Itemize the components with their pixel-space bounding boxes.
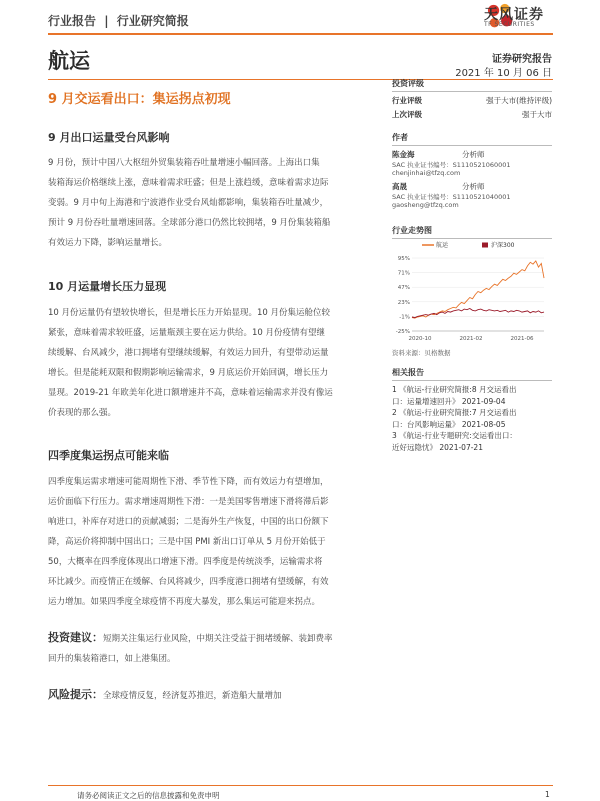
author-name: 高晟 <box>392 182 407 191</box>
body-line: 预计 9 月份吞吐量增速回落。全球部分港口仍然比较拥堵，9 月份集装箱船 <box>48 218 331 228</box>
investment-line: 短期关注集运行业风险，中期关注受益于拥堵缓解、装卸费率 <box>103 634 333 644</box>
body-line: 环比减少。而疫情正在缓解、台风将减少，四季度港口拥堵有望缓解，有效 <box>48 577 329 587</box>
author-role: 分析师 <box>462 182 485 191</box>
sector-title: 航运 <box>48 49 90 73</box>
risk-text: 全球疫情反复，经济复苏推迟，新造船大量增加 <box>103 691 282 701</box>
category-separator: | <box>104 14 109 28</box>
section-body <box>48 303 378 423</box>
industry-rating-value: 强于大市(维持评级) <box>486 96 552 105</box>
investment-advice <box>48 628 378 669</box>
divider <box>392 91 552 92</box>
body-line: 9 月份，预计中国八大枢纽外贸集装箱吞吐量增速小幅回落。上海出口集 <box>48 158 320 168</box>
author-cert: SAC 执业证书编号：S1110521060001 <box>392 161 511 169</box>
body-line: 价表现的那么强。 <box>48 408 117 418</box>
footer-disclaimer[interactable]: 请务必阅读正文之后的信息披露和免责申明 <box>77 791 220 800</box>
page-number: 1 <box>545 790 550 799</box>
x-tick-label: 2021-02 <box>459 336 483 342</box>
logo-subtext: TF SECURITIES <box>484 21 535 28</box>
divider <box>392 145 552 146</box>
body-line: 10 月份运量仍有望较快增长，但是增长压力开始显现。10 月份集运舱位较 <box>48 308 331 318</box>
risk-label: 风险提示： <box>48 688 103 701</box>
section-body <box>48 472 378 612</box>
author-block <box>392 132 552 209</box>
related-report-line[interactable]: 1 《航运-行业研究简报:8 月交运看出 <box>392 385 517 394</box>
body-line: 变弱。9 月中旬上海港和宁波港作业受台风灿都影响，集装箱吞吐量减少， <box>48 198 329 208</box>
author-title: 作者 <box>392 133 408 142</box>
prev-rating-value: 强于大市 <box>522 110 552 119</box>
author-name: 陈金海 <box>392 150 415 159</box>
related-report-item[interactable] <box>392 384 552 407</box>
report-type: 证券研究报告 <box>492 54 552 65</box>
body-line: 降，高运价将抑制中国出口；三是中国 PMI 新出口订单从 5 月份开始低于 <box>48 537 326 547</box>
rating-title: 投资评级 <box>392 79 424 88</box>
industry-rating-row <box>392 95 552 106</box>
related-report-line[interactable]: 3 《航运-行业专题研究:交运看出口： <box>392 431 517 440</box>
y-tick-label: 95% <box>397 256 410 262</box>
section-body <box>48 153 378 253</box>
body-line: 运力增加。如果四季度全球疫情不再度大暴发，那么集运可能迎来拐点。 <box>48 597 321 607</box>
body-line: 装箱海运价格继续上涨，意味着需求旺盛；但是上涨趋缓，意味着需求边际 <box>48 178 329 188</box>
related-report-item[interactable] <box>392 430 552 453</box>
chart-source: 资料来源：贝格数据 <box>392 349 451 357</box>
legend-swatch-hs300 <box>482 243 488 248</box>
header-divider <box>48 33 553 35</box>
body-line: 紧张，意味着需求较旺盛，运量瓶颈主要在运力供给。10 月份疫情有望继 <box>48 328 326 338</box>
related-report-line[interactable]: 口：运量增速回升》 2021-09-04 <box>392 396 506 406</box>
legend-label-hs300: 沪深300 <box>491 242 515 249</box>
body-line: 50，大概率在四季度体现出口增速下滑。四季度是传统淡季，运输需求将 <box>48 557 323 567</box>
risk-warning <box>48 685 378 706</box>
section-heading: 10 月运量增长压力显现 <box>48 280 167 293</box>
report-category-bar <box>48 12 189 29</box>
body-line: 增长。但是能耗双限和假期影响运输需求，9 月底运价开始回调，增长压力 <box>48 368 329 378</box>
body-line: 续缓解、台风减少，港口拥堵有望继续缓解，有效运力回升，有望带动运量 <box>48 348 329 358</box>
y-tick-label: 47% <box>397 285 410 292</box>
body-line: 四季度集运需求增速可能周期性下滑、季节性下降，而有效运力有望增加， <box>48 477 329 487</box>
related-report-line[interactable]: 口：台风影响运量》 2021-08-05 <box>392 419 506 429</box>
related-title: 相关报告 <box>392 368 424 377</box>
related-report-line[interactable]: 近好远隐忧》 2021-07-21 <box>392 442 483 452</box>
section-heading: 9 月出口运量受台风影响 <box>48 131 170 144</box>
chart-title: 行业走势图 <box>392 226 432 235</box>
report-category: 行业报告 <box>48 14 97 28</box>
body-line: 显现。2019-21 年欧美年化进口额增速并不高，意味着运输需求并没有像运 <box>48 388 333 398</box>
x-tick-label: 2021-06 <box>510 336 534 342</box>
investment-line: 回升的集装箱港口，如上港集团。 <box>48 654 176 664</box>
logo-text: 天风证券 <box>484 7 544 23</box>
author-email[interactable]: chenjinhai@tfzq.com <box>392 169 461 177</box>
prev-rating-row <box>392 109 552 120</box>
author-role: 分析师 <box>462 150 485 159</box>
rating-block <box>392 78 552 120</box>
related-report-line[interactable]: 2 《航运-行业研究简报:7 月交运看出 <box>392 408 517 417</box>
author-entry <box>392 149 552 177</box>
y-tick-label: 71% <box>397 270 410 277</box>
investment-label: 投资建议： <box>48 631 103 644</box>
footer-divider <box>48 785 553 786</box>
section-heading: 四季度集运拐点可能来临 <box>48 449 169 462</box>
y-tick-label: -1% <box>399 314 410 321</box>
divider <box>392 380 552 381</box>
author-cert: SAC 执业证书编号：S1110521040001 <box>392 193 511 201</box>
report-date: 2021 年 10 月 06 日 <box>455 68 552 79</box>
body-line: 响进口，补库存对进口的贡献减弱；二是海外生产恢复，中国的出口份额下 <box>48 517 329 527</box>
author-entry <box>392 181 552 209</box>
x-tick-label: 2020-10 <box>408 336 432 342</box>
y-tick-label: 23% <box>397 299 410 306</box>
report-subcategory: 行业研究简报 <box>116 14 189 28</box>
body-line: 有效运力下降，影响运量增长。 <box>48 238 168 248</box>
body-line: 运价面临下行压力。需求增速周期性下滑：一是美国零售增速下滑将滞后影 <box>48 497 329 507</box>
author-email[interactable]: gaosheng@tfzq.com <box>392 201 459 209</box>
legend-label-shipping: 航运 <box>436 242 449 249</box>
y-tick-label: -25% <box>395 329 410 335</box>
industry-trend-chart <box>392 236 552 346</box>
report-title: 9 月交运看出口：集运拐点初现 <box>48 92 231 107</box>
prev-rating-label: 上次评级 <box>392 110 422 119</box>
related-reports-block <box>392 367 552 453</box>
industry-rating-label: 行业评级 <box>392 96 422 105</box>
related-report-item[interactable] <box>392 407 552 430</box>
